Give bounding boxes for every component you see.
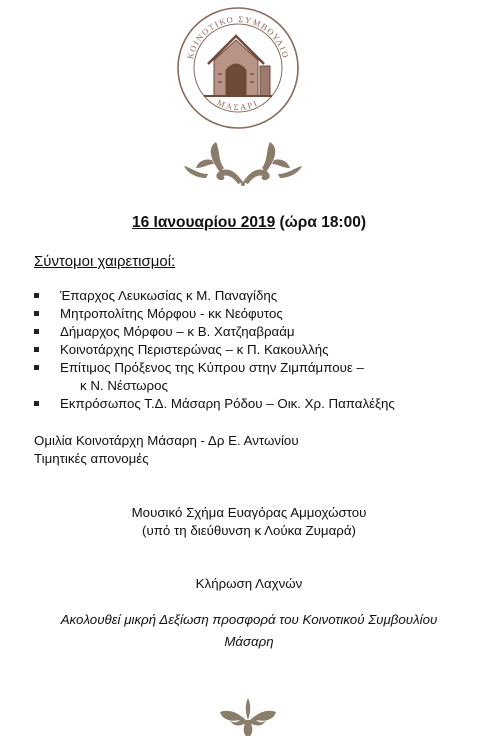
reception-line-2: Μάσαρη xyxy=(224,634,274,649)
list-item: Έπαρχος Λευκωσίας κ Μ. Παναγίδης xyxy=(34,287,395,305)
bullet-icon xyxy=(34,401,39,406)
church-icon xyxy=(204,36,272,96)
reception-line-1: Ακολουθεί μικρή Δεξίωση προσφορά του Κοινοτικού Συμβουλίου xyxy=(60,612,438,627)
bullet-icon xyxy=(34,293,39,298)
seal-text-top: ΚΟΙΝΟΤΙΚΟ ΣΥΜΒΟΥΛΙΟ xyxy=(184,13,292,61)
svg-text:ΜΑΣΑΡΙ xyxy=(216,97,260,112)
bullet-icon xyxy=(34,347,39,352)
bullet-icon xyxy=(34,329,39,334)
music-line-2: (υπό τη διεύθυνση κ Λούκα Ζυμαρά) xyxy=(142,523,356,538)
list-item: Δήμαρχος Μόρφου – κ Β. Χατζηαβραάμ xyxy=(34,323,395,341)
greetings-heading: Σύντομοι χαιρετισμοί: xyxy=(34,253,176,270)
list-item: Εκπρόσωπος Τ.Δ. Μάσαρη Ρόδου – Οικ. Χρ. Παπαλέξης xyxy=(34,395,395,413)
event-date: 16 Ιανουαρίου 2019 xyxy=(132,214,276,231)
awards-line: Τιμητικές απονομές xyxy=(34,451,149,466)
event-time: (ώρα 18:00) xyxy=(279,214,366,231)
bullet-icon xyxy=(34,311,39,316)
floral-ornament-bottom xyxy=(218,692,278,736)
bullet-icon xyxy=(34,365,39,370)
list-item: Επίτιμος Πρόξενος της Κύπρου στην Ζιμπάμπουε – xyxy=(34,359,395,377)
floral-ornament-top xyxy=(176,138,310,188)
speech-line: Ομιλία Κοινοτάρχη Μάσαρη - Δρ Ε. Αντωνίου xyxy=(34,433,299,448)
seal-text-bottom: ΜΑΣΑΡΙ xyxy=(215,97,261,113)
greetings-list xyxy=(34,287,395,413)
lottery-line: Κλήρωση Λαχνών xyxy=(195,576,303,591)
event-date-time xyxy=(0,214,498,232)
community-council-seal xyxy=(174,4,302,132)
list-item: Μητροπολίτης Μόρφου - κκ Νεόφυτος xyxy=(34,305,395,323)
music-line-1: Μουσικό Σχήμα Ευαγόρας Αμμοχώστου xyxy=(131,505,367,520)
list-item: Κοινοτάρχης Περιστερώνας – κ Π. Κακουλλής xyxy=(34,341,395,359)
list-item-continuation: κ Ν. Νέστωρος xyxy=(80,378,168,393)
